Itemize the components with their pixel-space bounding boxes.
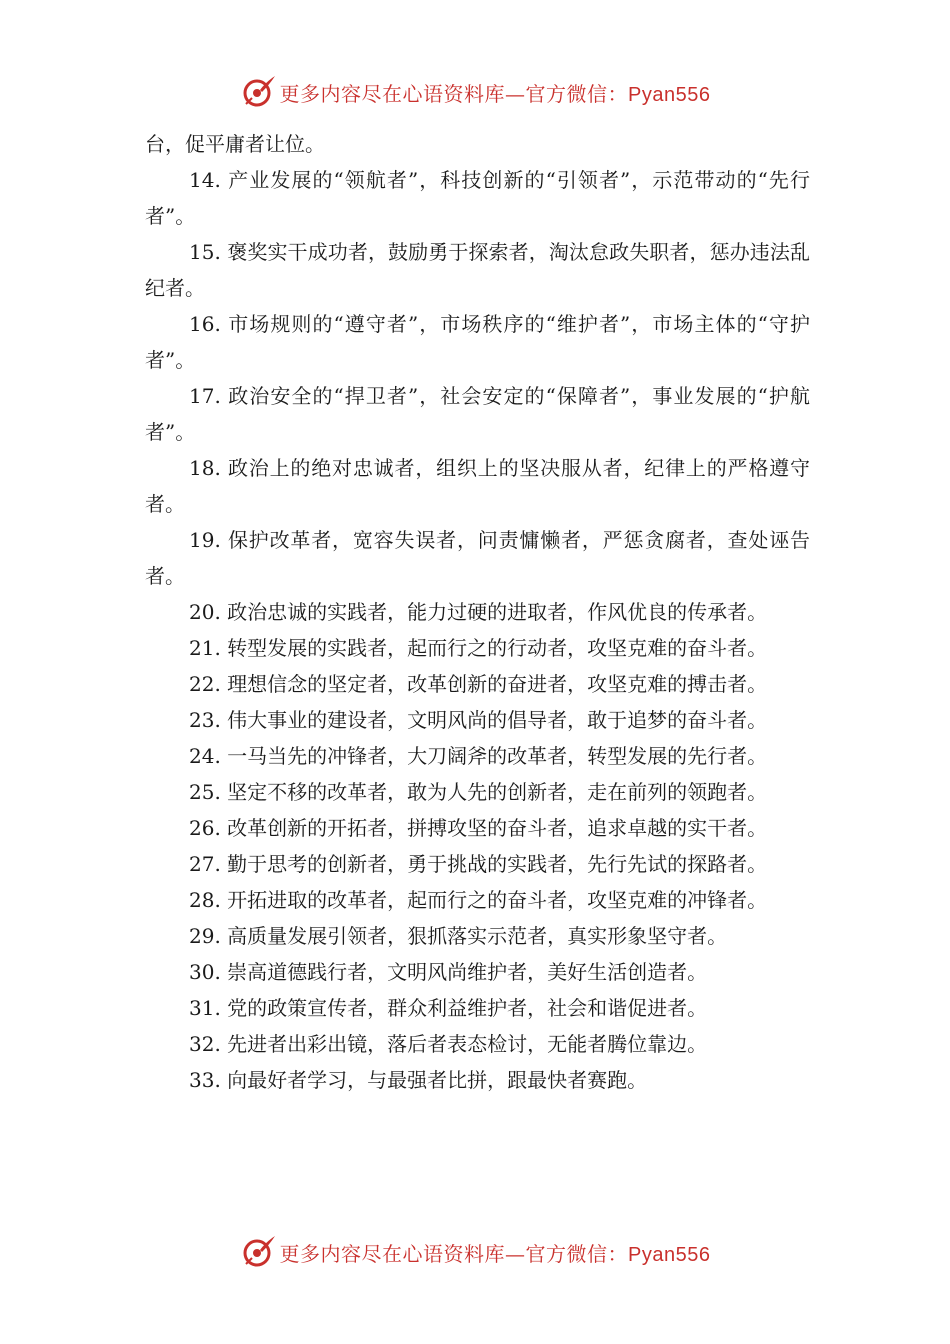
banner-official-label: 官方微信：	[525, 1241, 629, 1266]
paragraph: 20. 政治忠诚的实践者，能力过硬的进取者，作风优良的传承者。	[189, 600, 768, 624]
paragraph: 15. 褒奖实干成功者，鼓励勇于探索者，淘汰怠政失职者，惩办违法乱纪者。	[145, 240, 810, 300]
quill-logo-icon	[240, 74, 276, 110]
banner-account: Pyan556	[628, 1243, 711, 1266]
paragraph: 26. 改革创新的开拓者，拼搏攻坚的奋斗者，追求卓越的实干者。	[189, 816, 768, 840]
document-body	[145, 126, 810, 1098]
paragraph: 台，促平庸者让位。	[145, 132, 325, 156]
paragraph: 30. 崇高道德践行者，文明风尚维护者，美好生活创造者。	[189, 960, 708, 984]
paragraph: 32. 先进者出彩出镜，落后者表态检讨，无能者腾位靠边。	[189, 1032, 708, 1056]
paragraph: 19. 保护改革者，宽容失误者，问责慵懒者，严惩贪腐者，查处诬告者。	[145, 528, 810, 588]
paragraph: 22. 理想信念的坚定者，改革创新的奋进者，攻坚克难的搏击者。	[189, 672, 768, 696]
paragraph: 25. 坚定不移的改革者，敢为人先的创新者，走在前列的领跑者。	[189, 780, 768, 804]
paragraph: 18. 政治上的绝对忠诚者，组织上的坚决服从者，纪律上的严格遵守者。	[145, 456, 810, 516]
paragraph: 21. 转型发展的实践者，起而行之的行动者，攻坚克难的奋斗者。	[189, 636, 768, 660]
banner-account: Pyan556	[628, 83, 711, 106]
banner-main-text: 更多内容尽在心语资料库	[279, 81, 506, 106]
header-banner	[0, 72, 950, 112]
banner-text	[280, 78, 711, 107]
paragraph: 23. 伟大事业的建设者，文明风尚的倡导者，敢于追梦的奋斗者。	[189, 708, 768, 732]
banner-dash: —	[505, 1241, 526, 1266]
paragraph: 28. 开拓进取的改革者，起而行之的奋斗者，攻坚克难的冲锋者。	[189, 888, 768, 912]
banner-official-label: 官方微信：	[525, 81, 629, 106]
paragraph: 33. 向最好者学习，与最强者比拼，跟最快者赛跑。	[189, 1068, 648, 1092]
paragraph: 16. 市场规则的“遵守者”，市场秩序的“维护者”，市场主体的“守护者”。	[145, 312, 810, 372]
paragraph: 14. 产业发展的“领航者”，科技创新的“引领者”，示范带动的“先行者”。	[145, 168, 810, 228]
banner-main-text: 更多内容尽在心语资料库	[279, 1241, 506, 1266]
paragraph: 17. 政治安全的“捍卫者”，社会安定的“保障者”，事业发展的“护航者”。	[145, 384, 810, 444]
paragraph: 31. 党的政策宣传者，群众利益维护者，社会和谐促进者。	[189, 996, 708, 1020]
paragraph: 29. 高质量发展引领者，狠抓落实示范者，真实形象坚守者。	[189, 924, 728, 948]
paragraph: 24. 一马当先的冲锋者，大刀阔斧的改革者，转型发展的先行者。	[189, 744, 768, 768]
paragraph: 27. 勤于思考的创新者，勇于挑战的实践者，先行先试的探路者。	[189, 852, 768, 876]
banner-dash: —	[505, 81, 526, 106]
quill-logo-icon	[240, 1234, 276, 1270]
banner-text	[280, 1238, 711, 1267]
footer-banner	[0, 1232, 950, 1272]
